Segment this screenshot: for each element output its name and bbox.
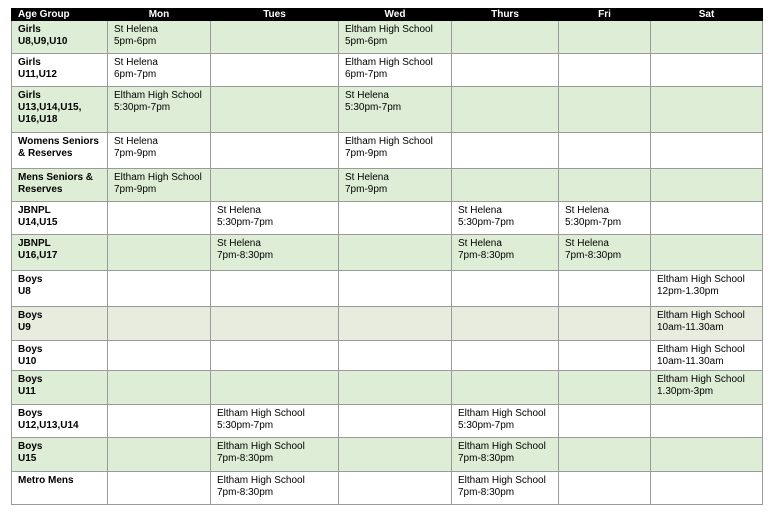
session-cell-fri	[559, 169, 651, 202]
age-group-cell	[12, 21, 108, 54]
session-cell-sat	[651, 438, 763, 472]
session-time: 7pm-8:30pm	[458, 487, 515, 498]
age-group-label: Boys	[18, 344, 43, 355]
age-group-label: Girls	[18, 24, 41, 35]
age-group-label: Boys	[18, 274, 43, 285]
session-cell-mon	[108, 235, 211, 271]
session-venue: St Helena	[565, 205, 609, 216]
column-header-tues: Tues	[211, 9, 339, 21]
session-cell-fri	[559, 405, 651, 438]
age-group-label: U15	[18, 453, 37, 464]
session-cell-sat	[651, 54, 763, 87]
session-venue: St Helena	[565, 238, 609, 249]
age-group-label: Boys	[18, 408, 43, 419]
session-cell-mon	[108, 307, 211, 341]
session-cell-fri	[559, 54, 651, 87]
table-row	[12, 405, 763, 438]
session-time: 7pm-8:30pm	[217, 250, 274, 261]
session-cell-fri	[559, 472, 651, 505]
session-time: 6pm-7pm	[114, 69, 157, 80]
session-cell-thurs	[452, 341, 559, 371]
session-cell-mon	[108, 271, 211, 307]
session-cell-tues	[211, 133, 339, 169]
age-group-label: U11,U12	[18, 69, 57, 80]
session-cell-thurs	[452, 307, 559, 341]
training-schedule	[11, 8, 763, 505]
age-group-label: Womens Seniors	[18, 136, 99, 147]
column-header-fri: Fri	[559, 9, 651, 21]
age-group-label: U8	[18, 286, 31, 297]
age-group-label: U9	[18, 322, 31, 333]
session-venue: Eltham High School	[217, 475, 305, 486]
age-group-label: JBNPL	[18, 238, 51, 249]
session-time: 5pm-6pm	[345, 36, 388, 47]
session-time: 7pm-8:30pm	[217, 487, 274, 498]
header-row	[12, 9, 763, 21]
column-header-wed: Wed	[339, 9, 452, 21]
session-time: 7pm-9pm	[114, 148, 157, 159]
session-cell-mon	[108, 133, 211, 169]
column-header-thurs: Thurs	[452, 9, 559, 21]
session-cell-fri	[559, 307, 651, 341]
session-venue: Eltham High School	[114, 90, 202, 101]
session-cell-wed	[339, 307, 452, 341]
session-cell-sat	[651, 169, 763, 202]
session-venue: Eltham High School	[345, 24, 433, 35]
session-cell-mon	[108, 438, 211, 472]
session-venue: Eltham High School	[458, 408, 546, 419]
session-venue: Eltham High School	[458, 475, 546, 486]
age-group-label: Girls	[18, 90, 41, 101]
session-cell-sat	[651, 271, 763, 307]
session-cell-wed	[339, 371, 452, 405]
session-time: 7pm-8:30pm	[458, 453, 515, 464]
age-group-label: U13,U14,U15,	[18, 102, 82, 113]
table-row	[12, 341, 763, 371]
session-venue: Eltham High School	[657, 374, 745, 385]
session-time: 7pm-9pm	[345, 184, 388, 195]
column-header-age-group: Age Group	[12, 9, 108, 21]
table-row	[12, 202, 763, 235]
table-row	[12, 54, 763, 87]
session-cell-thurs	[452, 87, 559, 133]
session-cell-thurs	[452, 202, 559, 235]
session-time: 7pm-9pm	[345, 148, 388, 159]
session-cell-tues	[211, 307, 339, 341]
session-cell-fri	[559, 271, 651, 307]
session-venue: Eltham High School	[345, 57, 433, 68]
age-group-label: Metro Mens	[18, 475, 74, 486]
age-group-label: Boys	[18, 374, 43, 385]
session-venue: St Helena	[217, 238, 261, 249]
session-venue: St Helena	[217, 205, 261, 216]
session-cell-mon	[108, 169, 211, 202]
age-group-cell	[12, 405, 108, 438]
session-cell-mon	[108, 371, 211, 405]
table-row	[12, 307, 763, 341]
session-cell-tues	[211, 438, 339, 472]
age-group-label: U16,U17	[18, 250, 58, 261]
session-cell-fri	[559, 438, 651, 472]
session-cell-fri	[559, 87, 651, 133]
session-venue: Eltham High School	[657, 310, 745, 321]
session-time: 5:30pm-7pm	[565, 217, 622, 228]
age-group-cell	[12, 341, 108, 371]
session-venue: Eltham High School	[657, 344, 745, 355]
session-cell-tues	[211, 341, 339, 371]
session-time: 1.30pm-3pm	[657, 386, 714, 397]
session-cell-mon	[108, 405, 211, 438]
table-row	[12, 438, 763, 472]
session-cell-fri	[559, 202, 651, 235]
session-cell-wed	[339, 133, 452, 169]
session-cell-fri	[559, 341, 651, 371]
session-cell-tues	[211, 54, 339, 87]
table-row	[12, 133, 763, 169]
column-header-sat: Sat	[651, 9, 763, 21]
session-cell-mon	[108, 341, 211, 371]
session-cell-tues	[211, 235, 339, 271]
session-cell-sat	[651, 371, 763, 405]
session-cell-fri	[559, 371, 651, 405]
session-cell-wed	[339, 235, 452, 271]
table-row	[12, 235, 763, 271]
session-cell-fri	[559, 235, 651, 271]
session-cell-sat	[651, 307, 763, 341]
session-cell-wed	[339, 472, 452, 505]
session-time: 5:30pm-7pm	[217, 420, 274, 431]
session-cell-wed	[339, 54, 452, 87]
session-cell-fri	[559, 133, 651, 169]
age-group-cell	[12, 235, 108, 271]
session-cell-mon	[108, 54, 211, 87]
session-time: 5:30pm-7pm	[114, 102, 171, 113]
session-time: 5pm-6pm	[114, 36, 157, 47]
age-group-label: & Reserves	[18, 148, 73, 159]
session-time: 7pm-9pm	[114, 184, 157, 195]
session-time: 7pm-8:30pm	[565, 250, 622, 261]
age-group-cell	[12, 169, 108, 202]
age-group-cell	[12, 133, 108, 169]
session-cell-wed	[339, 271, 452, 307]
session-cell-thurs	[452, 438, 559, 472]
age-group-label: Boys	[18, 441, 43, 452]
session-cell-tues	[211, 21, 339, 54]
schedule-table	[11, 8, 763, 505]
session-time: 5:30pm-7pm	[217, 217, 274, 228]
age-group-label: U11	[18, 386, 36, 397]
session-time: 7pm-8:30pm	[217, 453, 274, 464]
session-cell-wed	[339, 341, 452, 371]
age-group-label: Mens Seniors &	[18, 172, 94, 183]
session-venue: Eltham High School	[657, 274, 745, 285]
age-group-label: Boys	[18, 310, 43, 321]
session-cell-wed	[339, 405, 452, 438]
session-venue: St Helena	[114, 24, 158, 35]
age-group-label: U14,U15	[18, 217, 58, 228]
session-cell-wed	[339, 169, 452, 202]
session-cell-wed	[339, 21, 452, 54]
session-venue: St Helena	[345, 90, 389, 101]
session-venue: St Helena	[458, 238, 502, 249]
session-cell-sat	[651, 21, 763, 54]
session-time: 5:30pm-7pm	[345, 102, 402, 113]
session-cell-wed	[339, 87, 452, 133]
age-group-cell	[12, 87, 108, 133]
session-time: 12pm-1.30pm	[657, 286, 719, 297]
table-row	[12, 21, 763, 54]
age-group-cell	[12, 202, 108, 235]
session-venue: Eltham High School	[217, 408, 305, 419]
session-cell-sat	[651, 341, 763, 371]
age-group-cell	[12, 472, 108, 505]
age-group-label: JBNPL	[18, 205, 51, 216]
session-time: 5:30pm-7pm	[458, 420, 515, 431]
session-cell-thurs	[452, 169, 559, 202]
session-venue: St Helena	[114, 57, 158, 68]
session-cell-tues	[211, 371, 339, 405]
session-cell-wed	[339, 202, 452, 235]
session-venue: Eltham High School	[217, 441, 305, 452]
session-time: 10am-11.30am	[657, 356, 724, 367]
table-row	[12, 87, 763, 133]
age-group-cell	[12, 54, 108, 87]
session-time: 6pm-7pm	[345, 69, 388, 80]
age-group-cell	[12, 371, 108, 405]
session-cell-thurs	[452, 472, 559, 505]
session-time: 5:30pm-7pm	[458, 217, 515, 228]
session-venue: Eltham High School	[458, 441, 546, 452]
table-row	[12, 371, 763, 405]
session-cell-tues	[211, 169, 339, 202]
session-venue: Eltham High School	[345, 136, 433, 147]
age-group-cell	[12, 438, 108, 472]
session-cell-tues	[211, 472, 339, 505]
session-cell-mon	[108, 21, 211, 54]
session-cell-thurs	[452, 235, 559, 271]
age-group-label: Girls	[18, 57, 41, 68]
session-cell-sat	[651, 405, 763, 438]
session-cell-thurs	[452, 371, 559, 405]
session-cell-mon	[108, 472, 211, 505]
age-group-cell	[12, 271, 108, 307]
session-cell-mon	[108, 87, 211, 133]
session-cell-sat	[651, 202, 763, 235]
age-group-label: U16,U18	[18, 114, 58, 125]
session-cell-thurs	[452, 21, 559, 54]
session-venue: St Helena	[114, 136, 158, 147]
session-venue: St Helena	[345, 172, 389, 183]
session-cell-fri	[559, 21, 651, 54]
age-group-cell	[12, 307, 108, 341]
session-time: 7pm-8:30pm	[458, 250, 515, 261]
session-cell-sat	[651, 133, 763, 169]
session-cell-wed	[339, 438, 452, 472]
session-time: 10am-11.30am	[657, 322, 724, 333]
session-cell-sat	[651, 235, 763, 271]
age-group-label: U12,U13,U14	[18, 420, 79, 431]
table-row	[12, 472, 763, 505]
session-cell-sat	[651, 87, 763, 133]
session-cell-thurs	[452, 271, 559, 307]
age-group-label: U10	[18, 356, 37, 367]
session-cell-thurs	[452, 54, 559, 87]
session-cell-tues	[211, 202, 339, 235]
table-row	[12, 169, 763, 202]
session-cell-thurs	[452, 133, 559, 169]
session-cell-mon	[108, 202, 211, 235]
session-venue: St Helena	[458, 205, 502, 216]
age-group-label: U8,U9,U10	[18, 36, 68, 47]
session-cell-tues	[211, 271, 339, 307]
session-cell-sat	[651, 472, 763, 505]
session-cell-tues	[211, 405, 339, 438]
session-venue: Eltham High School	[114, 172, 202, 183]
table-row	[12, 271, 763, 307]
age-group-label: Reserves	[18, 184, 63, 195]
column-header-mon: Mon	[108, 9, 211, 21]
session-cell-tues	[211, 87, 339, 133]
session-cell-thurs	[452, 405, 559, 438]
